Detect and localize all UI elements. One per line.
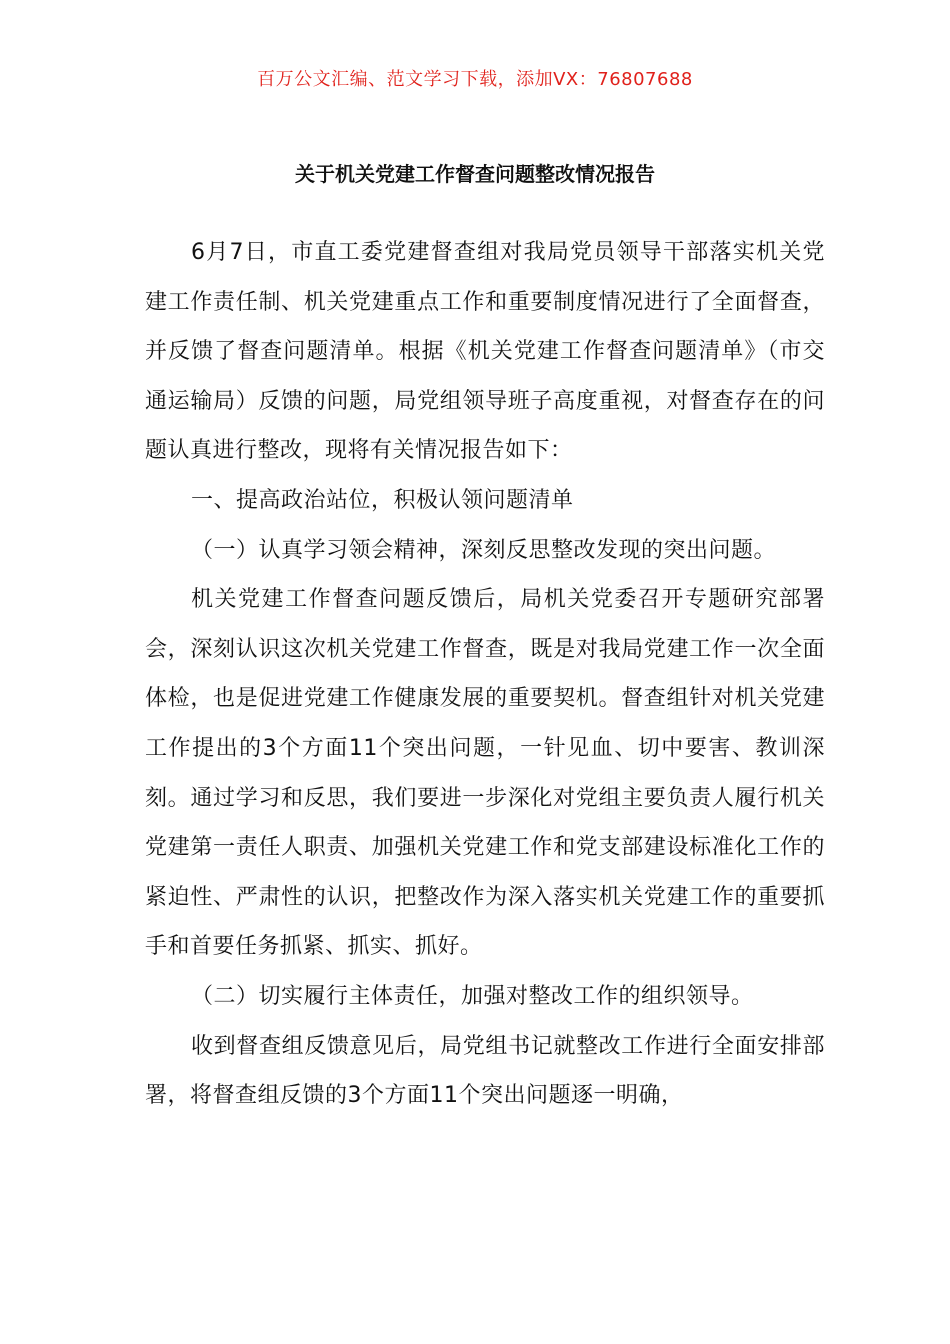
paragraph-body-2: 收到督查组反馈意见后，局党组书记就整改工作进行全面安排部署，将督查组反馈的3个方面11个突出问题逐一明确，: [145, 1033, 825, 1109]
subsection-heading-1: （一）认真学习领会精神，深刻反思整改发现的突出问题。: [191, 537, 777, 563]
paragraph-intro: 6月7日，市直工委党建督查组对我局党员领导干部落实机关党建工作责任制、机关党建重点工作和重要制度情况进行了全面督查，并反馈了督查问题清单。根据《机关党建工作督查问题清单》（市交通运输局）反馈的问题，局党组领导班子高度重视，对督查存在的问题认真进行整改，现将有关情况报告如下：: [145, 240, 825, 464]
section-heading-1: 一、提高政治站位，积极认领问题清单: [191, 487, 574, 513]
paragraph-body-1: 机关党建工作督查问题反馈后，局机关党委召开专题研究部署会，深刻认识这次机关党建工作督查，既是对我局党建工作一次全面体检，也是促进党建工作健康发展的重要契机。督查组针对机关党建工作提出的3个方面11个突出问题，一针见血、切中要害、教训深刻。通过学习和反思，我们要进一步深化对党组主要负责人履行机关党建第一责任人职责、加强机关党建工作和党支部建设标准化工作的紧迫性、严肃性的认识，把整改作为深入落实机关党建工作的重要抓手和首要任务抓紧、抓实、抓好。: [145, 587, 825, 960]
header-note: 百万公文汇编、范文学习下载，添加VX：76807688: [257, 69, 693, 90]
document-title: 关于机关党建工作督查问题整改情况报告: [295, 162, 655, 186]
subsection-heading-2: （二）切实履行主体责任，加强对整改工作的组织领导。: [191, 983, 754, 1009]
document-body: [145, 228, 825, 1121]
